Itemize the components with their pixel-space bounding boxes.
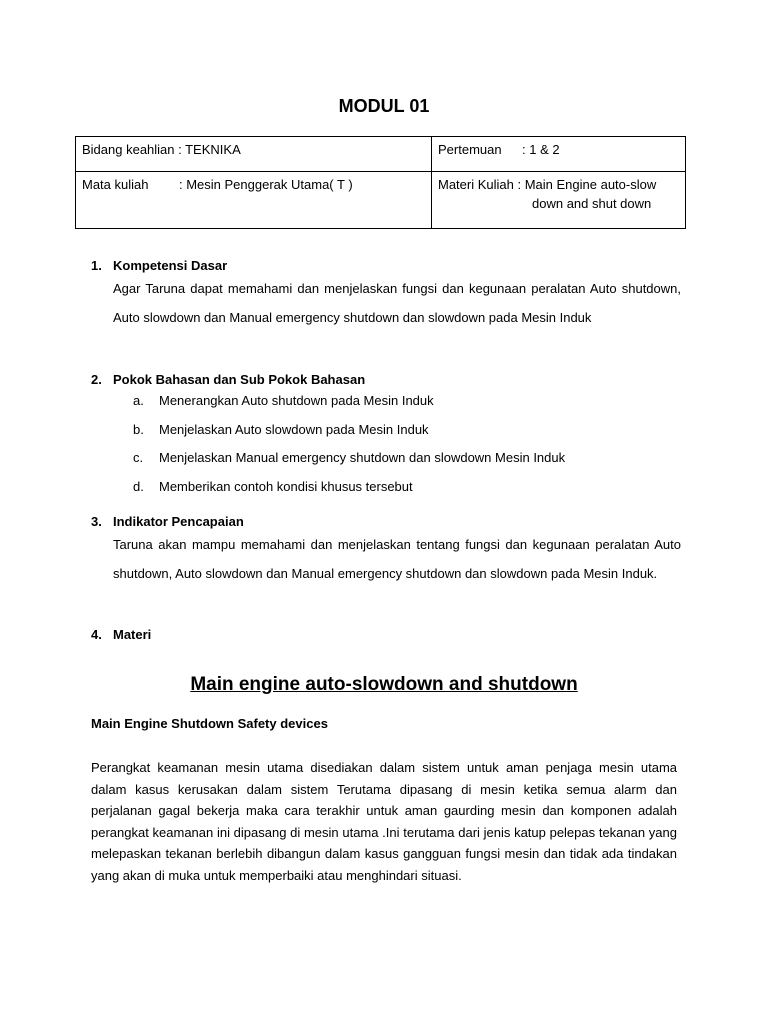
section-heading bbox=[91, 372, 681, 387]
section-number: 1. bbox=[91, 258, 102, 273]
list-item-text: Memberikan contoh kondisi khusus tersebut bbox=[159, 478, 413, 494]
list-item bbox=[91, 473, 681, 502]
pertemuan-label: Pertemuan bbox=[438, 142, 502, 157]
section-number: 4. bbox=[91, 627, 102, 642]
list-letter: a. bbox=[133, 393, 144, 408]
section-number: 3. bbox=[91, 514, 102, 529]
mata-kuliah-cell bbox=[76, 172, 432, 229]
section-heading-text: Indikator Pencapaian bbox=[113, 514, 244, 529]
section-number: 2. bbox=[91, 372, 102, 387]
section-heading bbox=[91, 258, 681, 273]
section-materi bbox=[91, 627, 681, 642]
section-indikator bbox=[91, 514, 681, 588]
materi-kuliah-value-1: Main Engine auto-slow bbox=[524, 177, 657, 192]
materi-kuliah-label: Materi Kuliah : bbox=[438, 177, 522, 192]
course-info-table bbox=[75, 136, 686, 229]
list-item bbox=[91, 387, 681, 416]
section-heading-text: Kompetensi Dasar bbox=[113, 258, 228, 273]
list-letter: c. bbox=[133, 450, 144, 465]
subtopic-title: Main Engine Shutdown Safety devices bbox=[91, 716, 328, 731]
body-paragraph: Perangkat keamanan mesin utama disediakan dalam sistem untuk aman penjaga mesin utama dalam kasus kerusakan dalam sistem Terutama dipasang di mesin ketika semua alarm dan perjalanan gagal bekerja maka cara terakhir untuk aman gaurding mesin dan komponen adalah perangkat keamanan ini dipasang di mesin utama .Ini terutama dari jenis katup pelepas tekanan yang melepaskan tekanan berlebih dibangun dalam kasus gangguan fungsi mesin dan tidak ada tindakan yang akan di muka untuk memperbaiki atau menghindari situasi. bbox=[91, 760, 677, 883]
list-item-text: Menerangkan Auto shutdown pada Mesin Induk bbox=[159, 393, 434, 408]
page-title: MODUL 01 bbox=[338, 96, 430, 116]
section-pokok-bahasan bbox=[91, 372, 681, 501]
section-heading-text: Materi bbox=[113, 627, 152, 642]
list-letter: d. bbox=[133, 478, 144, 494]
pertemuan-value: : 1 & 2 bbox=[522, 142, 560, 157]
bidang-cell bbox=[76, 137, 432, 172]
mata-kuliah-value: : Mesin Penggerak Utama( T ) bbox=[179, 177, 353, 192]
section-heading-text: Pokok Bahasan dan Sub Pokok Bahasan bbox=[113, 372, 366, 387]
table-row bbox=[76, 172, 686, 229]
bidang-text: Bidang keahlian : TEKNIKA bbox=[82, 142, 241, 157]
pertemuan-cell bbox=[432, 137, 686, 172]
table-row bbox=[76, 137, 686, 172]
list-item bbox=[91, 416, 681, 445]
main-topic-title: Main engine auto-slowdown and shutdown bbox=[190, 674, 578, 695]
materi-kuliah-value-2: down and shut down bbox=[532, 196, 652, 211]
list-item-text: Menjelaskan Manual emergency shutdown dan slowdown Mesin Induk bbox=[159, 450, 566, 465]
indikator-paragraph: Taruna akan mampu memahami dan menjelaskan tentang fungsi dan kegunaan peralatan Auto shutdown, Auto slowdown dan Manual emergency shutdown dan slowdown pada Mesin Induk. bbox=[113, 537, 681, 581]
list-item bbox=[91, 444, 681, 473]
list-item-text: Menjelaskan Auto slowdown pada Mesin Induk bbox=[159, 421, 429, 437]
materi-kuliah-cell bbox=[432, 172, 686, 229]
section-kompetensi bbox=[91, 258, 681, 332]
section-heading bbox=[91, 627, 681, 642]
section-heading bbox=[91, 514, 681, 529]
list-letter: b. bbox=[133, 421, 144, 437]
mata-kuliah-label: Mata kuliah bbox=[82, 177, 149, 192]
kompetensi-paragraph: Agar Taruna dapat memahami dan menjelaskan fungsi dan kegunaan peralatan Auto shutdown, Auto slowdown dan Manual emergency shutdown dan slowdown pada Mesin Induk bbox=[113, 281, 681, 325]
